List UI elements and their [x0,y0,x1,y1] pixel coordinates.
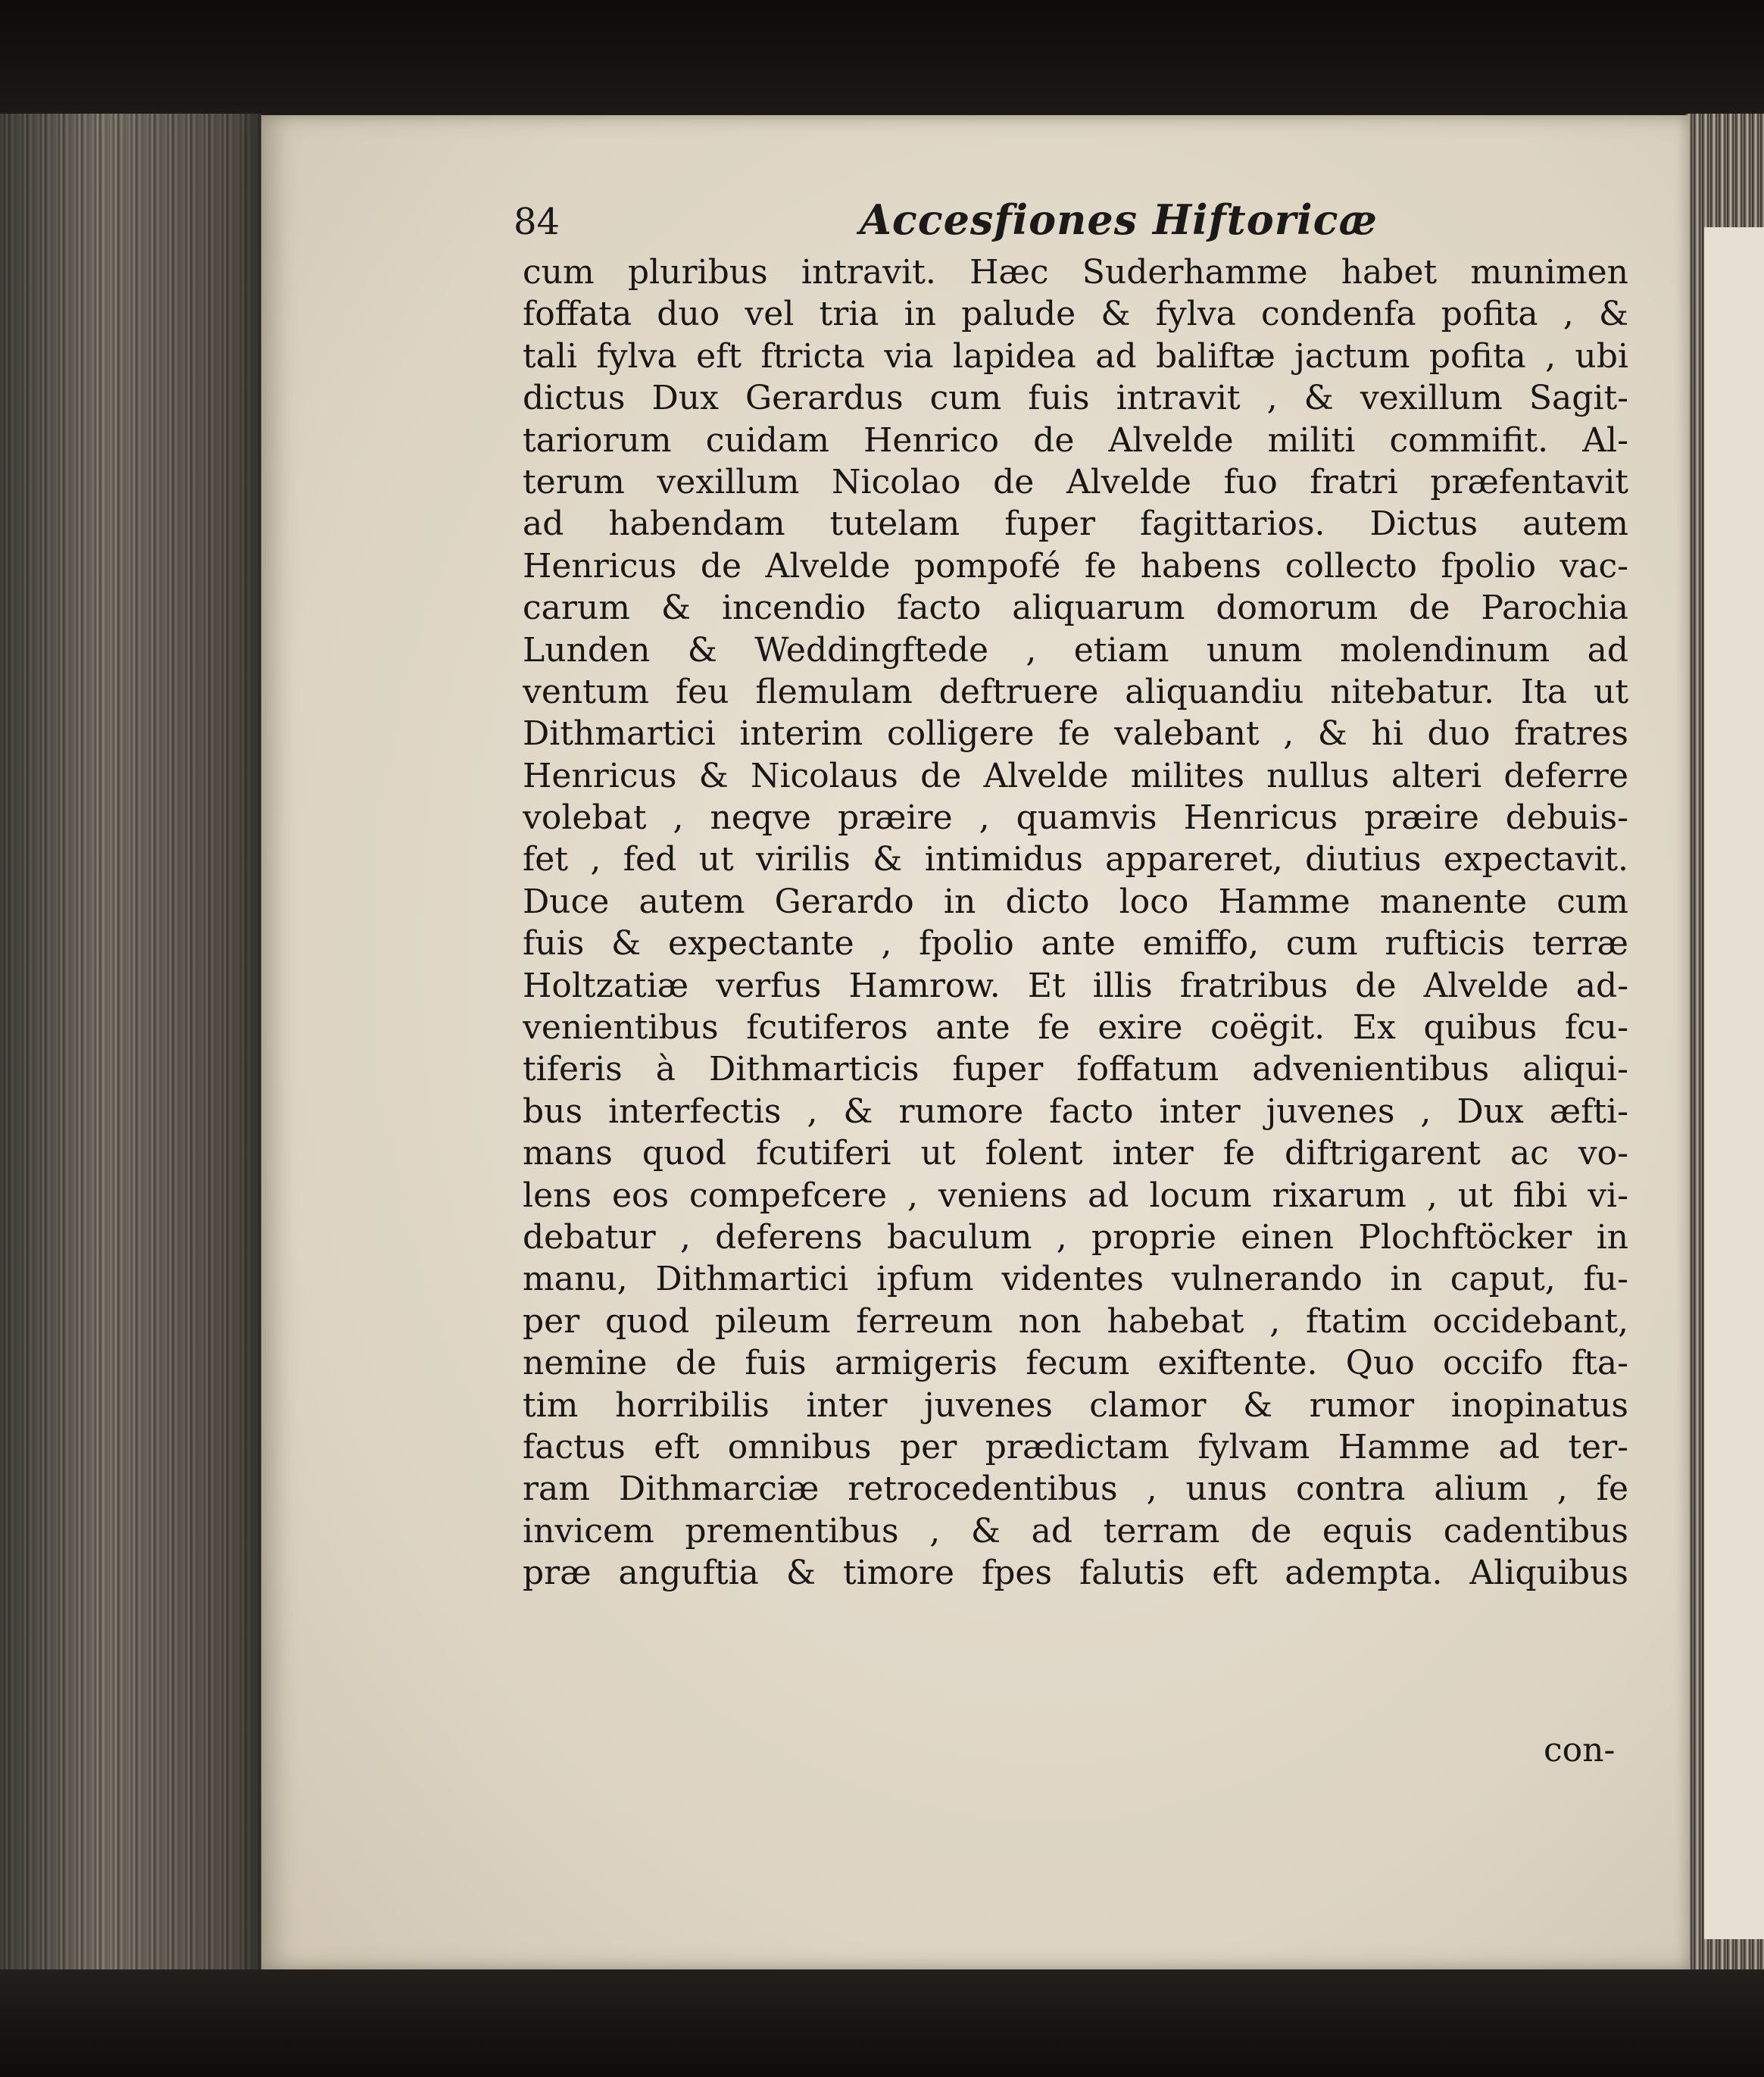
text-line: lens eos compefcere , veniens ad locum rixarum , ut fibi vi- [523,1176,1628,1215]
catchword: con- [1544,1731,1616,1769]
text-line: bus interfectis , & rumore facto inter juvenes , Dux æfti- [523,1092,1628,1131]
text-line: Dithmartici interim colligere fe valebant , & hi duo fratres [523,714,1628,754]
text-line: Henricus de Alvelde pompofé fe habens collecto fpolio vac- [523,546,1628,586]
text-line: invicem prementibus , & ad terram de equis cadentibus [523,1511,1628,1551]
text-line: dictus Dux Gerardus cum fuis intravit , & vexillum Sagit- [523,379,1628,418]
text-line: præ anguftia & timore fpes falutis eft adempta. Aliquibus [523,1554,1628,1593]
text-line: volebat , neqve præire , quamvis Henricus præire debuis- [523,798,1628,838]
text-line: factus eft omnibus per prædictam fylvam Hamme ad ter- [523,1427,1628,1466]
text-line: foffata duo vel tria in palude & fylva condenfa pofita , & [523,295,1628,334]
text-line: mans quod fcutiferi ut folent inter fe diftrigarent ac vo- [523,1134,1628,1173]
text-line: nemine de fuis armigeris fecum exiftente. Quo occifo fta- [523,1344,1628,1383]
text-line: Henricus & Nicolaus de Alvelde milites nullus alteri deferre [523,756,1628,795]
text-line: tiferis à Dithmarticis fuper foffatum advenientibus aliqui- [523,1050,1628,1089]
text-line: debatur , deferens baculum , proprie einen Plochftöcker in [523,1217,1628,1257]
text-line: ad habendam tutelam fuper fagittarios. Dictus autem [523,504,1628,544]
text-line: Lunden & Weddingftede , etiam unum molendinum ad [523,630,1628,670]
text-line: tariorum cuidam Henrico de Alvelde militi commifit. Al- [523,420,1628,460]
text-line: venientibus fcutiferos ante fe exire coëgit. Ex quibus fcu- [523,1008,1628,1048]
text-line: fet , fed ut virilis & intimidus appareret, diutius expectavit. [523,840,1628,879]
text-line: per quod pileum ferreum non habebat , ftatim occidebant, [523,1301,1628,1341]
scan-background-bottom [0,1969,1764,2077]
text-line: ventum feu flemulam deftruere aliquandiu nitebatur. Ita ut [523,672,1628,711]
running-head: Accesfiones Hiftoricæ [860,195,1378,244]
text-line: cum pluribus intravit. Hæc Suderhamme habet munimen [523,253,1628,292]
text-line: manu, Dithmartici ipfum videntes vulnerando in caput, fu- [523,1260,1628,1299]
text-line: carum & incendio facto aliquarum domorum de Parochia [523,589,1628,628]
text-line: Duce autem Gerardo in dicto loco Hamme manente cum [523,882,1628,921]
page-number: 84 [514,201,560,243]
text-line: terum vexillum Nicolao de Alvelde fuo fratri præfentavit [523,462,1628,501]
text-line: tim horribilis inter juvenes clamor & rumor inopinatus [523,1385,1628,1425]
text-line: Holtzatiæ verfus Hamrow. Et illis fratribus de Alvelde ad- [523,966,1628,1005]
text-line: fuis & expectante , fpolio ante emiffo, cum rufticis terræ [523,924,1628,964]
text-line: tali fylva eft ftricta via lapidea ad baliftæ jactum pofita , ubi [523,336,1628,376]
scan-background-top [0,0,1764,133]
left-page-shadow [0,114,261,1985]
body-text [523,251,1628,1594]
right-page-sliver [1704,227,1764,1939]
text-line: ram Dithmarciæ retrocedentibus , unus contra alium , fe [523,1470,1628,1509]
